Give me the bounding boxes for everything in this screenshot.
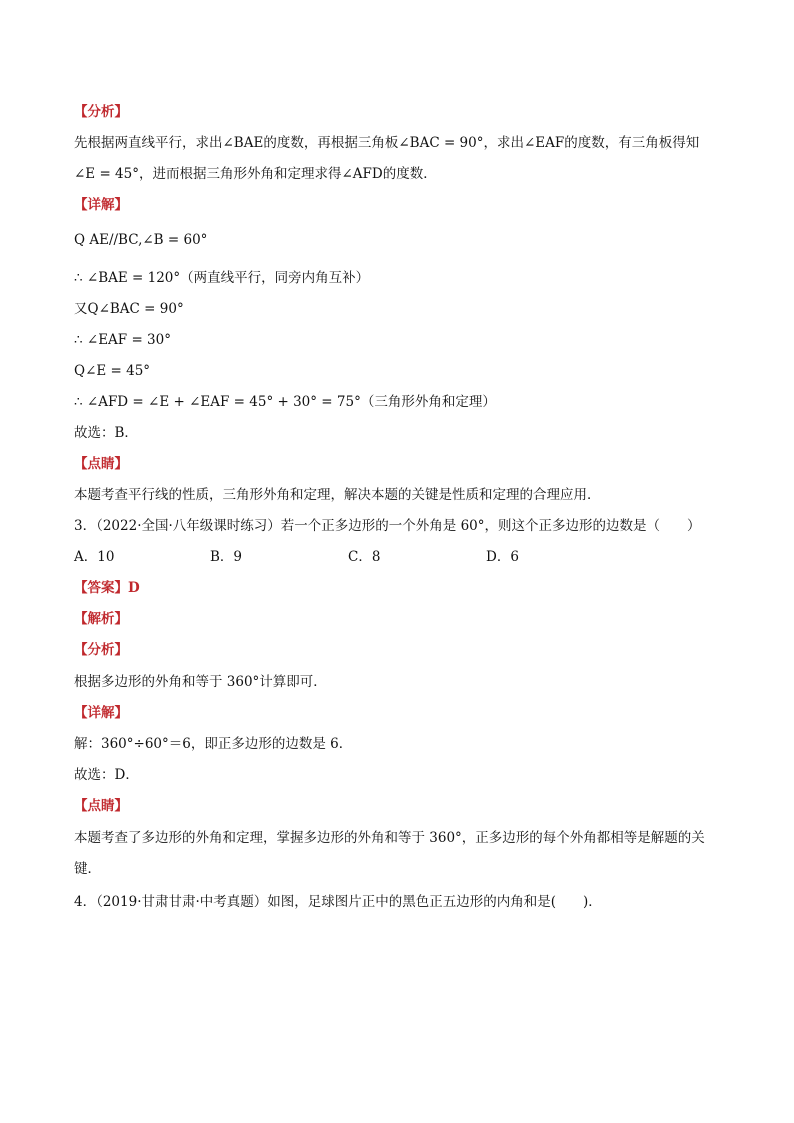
answer-choice-text: 故选：B． bbox=[74, 425, 138, 441]
solution-step-5: Q∠E = 45° bbox=[74, 363, 151, 379]
solution-step-4: ∴ ∠EAF = 30° bbox=[74, 332, 171, 348]
section-heading-detail-2: 【详解】 bbox=[74, 705, 128, 721]
analysis-text-line-1: 先根据两直线平行，求出∠BAE的度数，再根据三角板∠BAC = 90°，求出∠EAF的度数，有三角板得知 bbox=[74, 135, 700, 151]
question-4-stem: 4．（2019·甘肃甘肃·中考真题）如图，足球图片正中的黑色正五边形的内角和是( )． bbox=[74, 894, 602, 910]
question-3-stem: 3．（2022·全国·八年级课时练习）若一个正多边形的一个外角是 60°，则这个正多边形的边数是（ ） bbox=[74, 518, 701, 534]
question-3-option-d: D．6 bbox=[486, 549, 519, 565]
answer-label: 【答案】D bbox=[74, 580, 140, 596]
question-3-option-a: A．10 bbox=[74, 549, 115, 565]
section-heading-explanation: 【解析】 bbox=[74, 611, 128, 627]
section-heading-analysis-2: 【分析】 bbox=[74, 642, 128, 658]
analysis-text-line-2: ∠E = 45°，进而根据三角形外角和定理求得∠AFD的度数． bbox=[74, 166, 437, 182]
comment-text: 本题考查平行线的性质，三角形外角和定理，解决本题的关键是性质和定理的合理应用． bbox=[74, 487, 601, 503]
section-heading-analysis: 【分析】 bbox=[74, 104, 128, 120]
question-3-option-c: C．8 bbox=[348, 549, 381, 565]
section-heading-comment-2: 【点睛】 bbox=[74, 798, 128, 814]
section-heading-detail: 【详解】 bbox=[74, 197, 128, 213]
question-3-option-b: B．9 bbox=[210, 549, 243, 565]
solution-text-2: 解：360°÷60°＝6，即正多边形的边数是 6． bbox=[74, 736, 353, 752]
solution-step-2: ∴ ∠BAE = 120°（两直线平行，同旁内角互补） bbox=[74, 270, 370, 286]
solution-step-6: ∴ ∠AFD = ∠E + ∠EAF = 45° + 30° = 75°（三角形外角和定理） bbox=[74, 394, 496, 410]
comment-text-2-line-2: 键． bbox=[74, 861, 101, 877]
comment-text-2-line-1: 本题考查了多边形的外角和定理，掌握多边形的外角和等于 360°，正多边形的每个外角都相等是解题的关 bbox=[74, 830, 705, 846]
analysis-text-2: 根据多边形的外角和等于 360°计算即可． bbox=[74, 674, 327, 690]
section-heading-comment: 【点睛】 bbox=[74, 456, 128, 472]
answer-choice-text-2: 故选：D． bbox=[74, 767, 139, 783]
solution-step-3: 又Q∠BAC = 90° bbox=[74, 301, 184, 317]
solution-step-1: Q AE//BC,∠B = 60° bbox=[74, 232, 208, 248]
